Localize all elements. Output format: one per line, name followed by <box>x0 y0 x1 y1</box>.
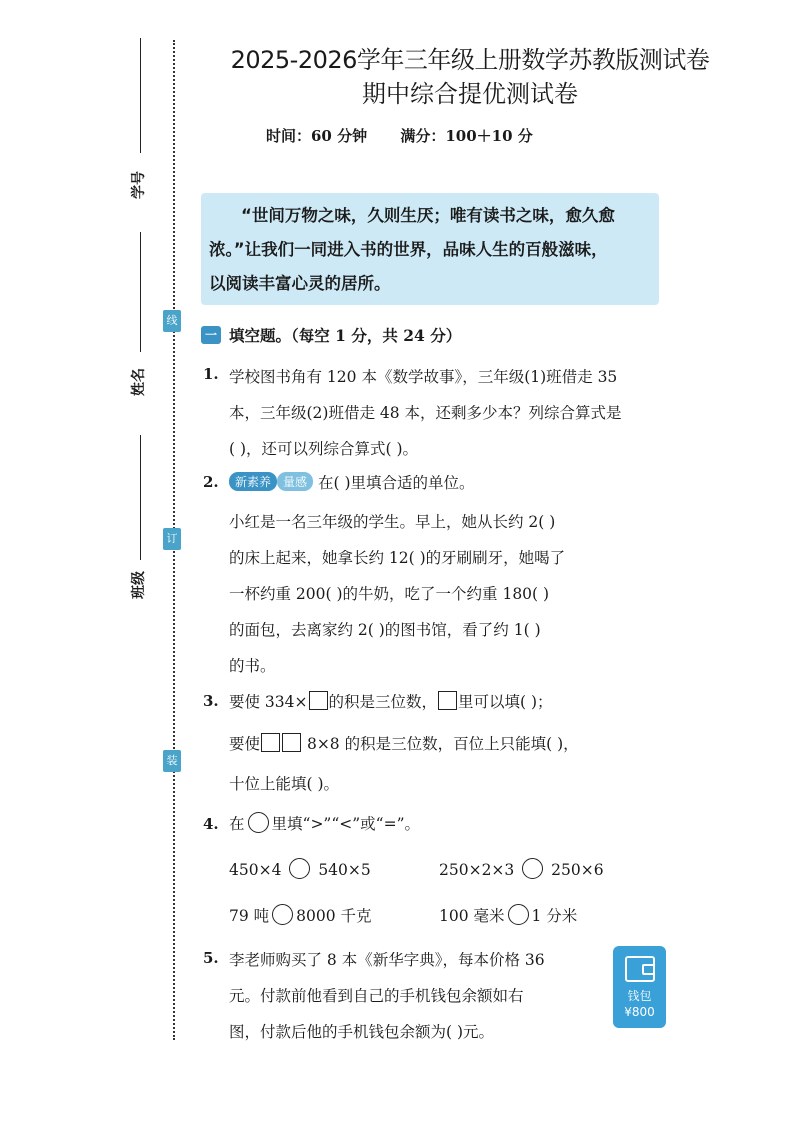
q5-line-3[interactable]: 图，付款后他的手机钱包余额为( )元。 <box>229 1023 495 1041</box>
answer-box[interactable] <box>438 691 457 710</box>
answer-box[interactable] <box>309 691 328 710</box>
q4-c4-left: 100 毫米 <box>439 907 505 925</box>
bind-tag-xian: 线 <box>163 310 181 332</box>
class-line <box>140 435 141 560</box>
compare-circle[interactable] <box>289 858 310 879</box>
student-no-label: 学号 <box>131 171 147 199</box>
time-limit: 时间：60 分钟 <box>266 127 368 145</box>
compare-circle[interactable] <box>272 904 293 925</box>
quote-line-3: 以阅读丰富心灵的居所。 <box>209 274 391 293</box>
bind-tag-ding: 订 <box>163 528 181 550</box>
section-number: 一 <box>201 326 221 344</box>
q3-text-a: 要使 334× <box>229 693 308 711</box>
q4-compare-2 <box>439 858 604 879</box>
q3-text-e[interactable]: 8×8 的积是三位数，百位上只能填( )， <box>306 735 579 753</box>
q3-line-1 <box>229 690 553 712</box>
wallet-label: 钱包 <box>627 989 652 1003</box>
q2-head <box>229 471 475 493</box>
quantity-sense-tag: 量感 <box>277 472 313 491</box>
q4-text-a: 在 <box>229 815 245 833</box>
bind-tag-zhuang: 装 <box>163 750 181 772</box>
compare-circle-icon <box>248 812 269 833</box>
compare-circle[interactable] <box>508 904 529 925</box>
q3-line-3[interactable]: 十位上能填( )。 <box>229 775 340 793</box>
q3-text-d: 要使 <box>229 735 261 753</box>
wallet-icon <box>625 956 655 982</box>
section-heading <box>201 324 461 346</box>
q4-c3-right: 8000 千克 <box>296 907 372 925</box>
new-literacy-tag: 新素养 <box>229 472 277 491</box>
q1-line-1: 学校图书角有 120 本《数学故事》，三年级(1)班借走 35 <box>229 368 618 386</box>
q3-line-2 <box>229 732 579 754</box>
q1-number: 1. <box>203 365 219 383</box>
name-line <box>140 232 141 352</box>
page-title: 2025-2026学年三年级上册数学苏教版测试卷 <box>230 46 710 74</box>
q2-line-2[interactable]: 的床上起来，她拿长约 12( )的牙刷刷牙，她喝了 <box>229 549 566 567</box>
compare-circle[interactable] <box>522 858 543 879</box>
quote-line-2: 浓。”让我们一同进入书的世界，品味人生的百般滋味， <box>209 240 608 259</box>
q4-compare-4 <box>439 904 577 926</box>
q4-compare-3 <box>229 904 372 926</box>
answer-box[interactable] <box>282 733 301 752</box>
q4-compare-1 <box>229 858 371 879</box>
q3-text-c[interactable]: 里可以填( )； <box>458 693 553 711</box>
q3-number: 3. <box>203 692 219 710</box>
q4-c3-left: 79 吨 <box>229 907 270 925</box>
q4-text-b: 里填“>”“<”或“=”。 <box>271 815 421 833</box>
q4-c1-right: 540×5 <box>318 861 371 879</box>
full-score: 满分：100＋10 分 <box>400 127 533 145</box>
name-label: 姓名 <box>131 368 147 396</box>
q4-head <box>229 812 420 834</box>
q4-c2-left: 250×2×3 <box>439 861 515 879</box>
q5-line-1: 李老师购买了 8 本《新华字典》，每本价格 36 <box>229 951 545 969</box>
q4-c1-left: 450×4 <box>229 861 282 879</box>
student-no-line <box>140 38 141 153</box>
q4-c4-right: 1 分米 <box>531 907 578 925</box>
wallet-image <box>613 946 666 1028</box>
answer-box[interactable] <box>261 733 280 752</box>
q2-line-1[interactable]: 小红是一名三年级的学生。早上，她从长约 2( ) <box>229 513 556 531</box>
q4-c2-right: 250×6 <box>551 861 604 879</box>
q2-number: 2. <box>203 473 219 491</box>
q1-line-2: 本，三年级(2)班借走 48 本，还剩多少本？列综合算式是 <box>229 404 622 422</box>
wallet-amount: ¥800 <box>624 1005 655 1019</box>
q2-line-4[interactable]: 的面包，去离家约 2( )的图书馆，看了约 1( ) <box>229 621 541 639</box>
q3-text-b: 的积是三位数， <box>328 693 438 711</box>
q1-line-3[interactable]: ( )，还可以列综合算式( )。 <box>229 440 419 458</box>
class-label: 班级 <box>131 571 147 599</box>
q5-number: 5. <box>203 949 219 967</box>
q4-number: 4. <box>203 815 219 833</box>
page-subtitle: 期中综合提优测试卷 <box>362 80 578 108</box>
exam-meta <box>266 125 561 146</box>
q5-line-2: 元。付款前他看到自己的手机钱包余额如右 <box>229 987 524 1005</box>
quote-box <box>201 193 659 305</box>
quote-line-1: “世间万物之味，久则生厌；唯有读书之味，愈久愈 <box>241 206 615 225</box>
q2-line-3[interactable]: 一杯约重 200( )的牛奶，吃了一个约重 180( ) <box>229 585 550 603</box>
q2-instruction: 在( )里填合适的单位。 <box>317 474 475 492</box>
section-label: 填空题。（每空 1 分，共 24 分） <box>229 326 462 345</box>
q2-line-5: 的书。 <box>229 657 276 675</box>
